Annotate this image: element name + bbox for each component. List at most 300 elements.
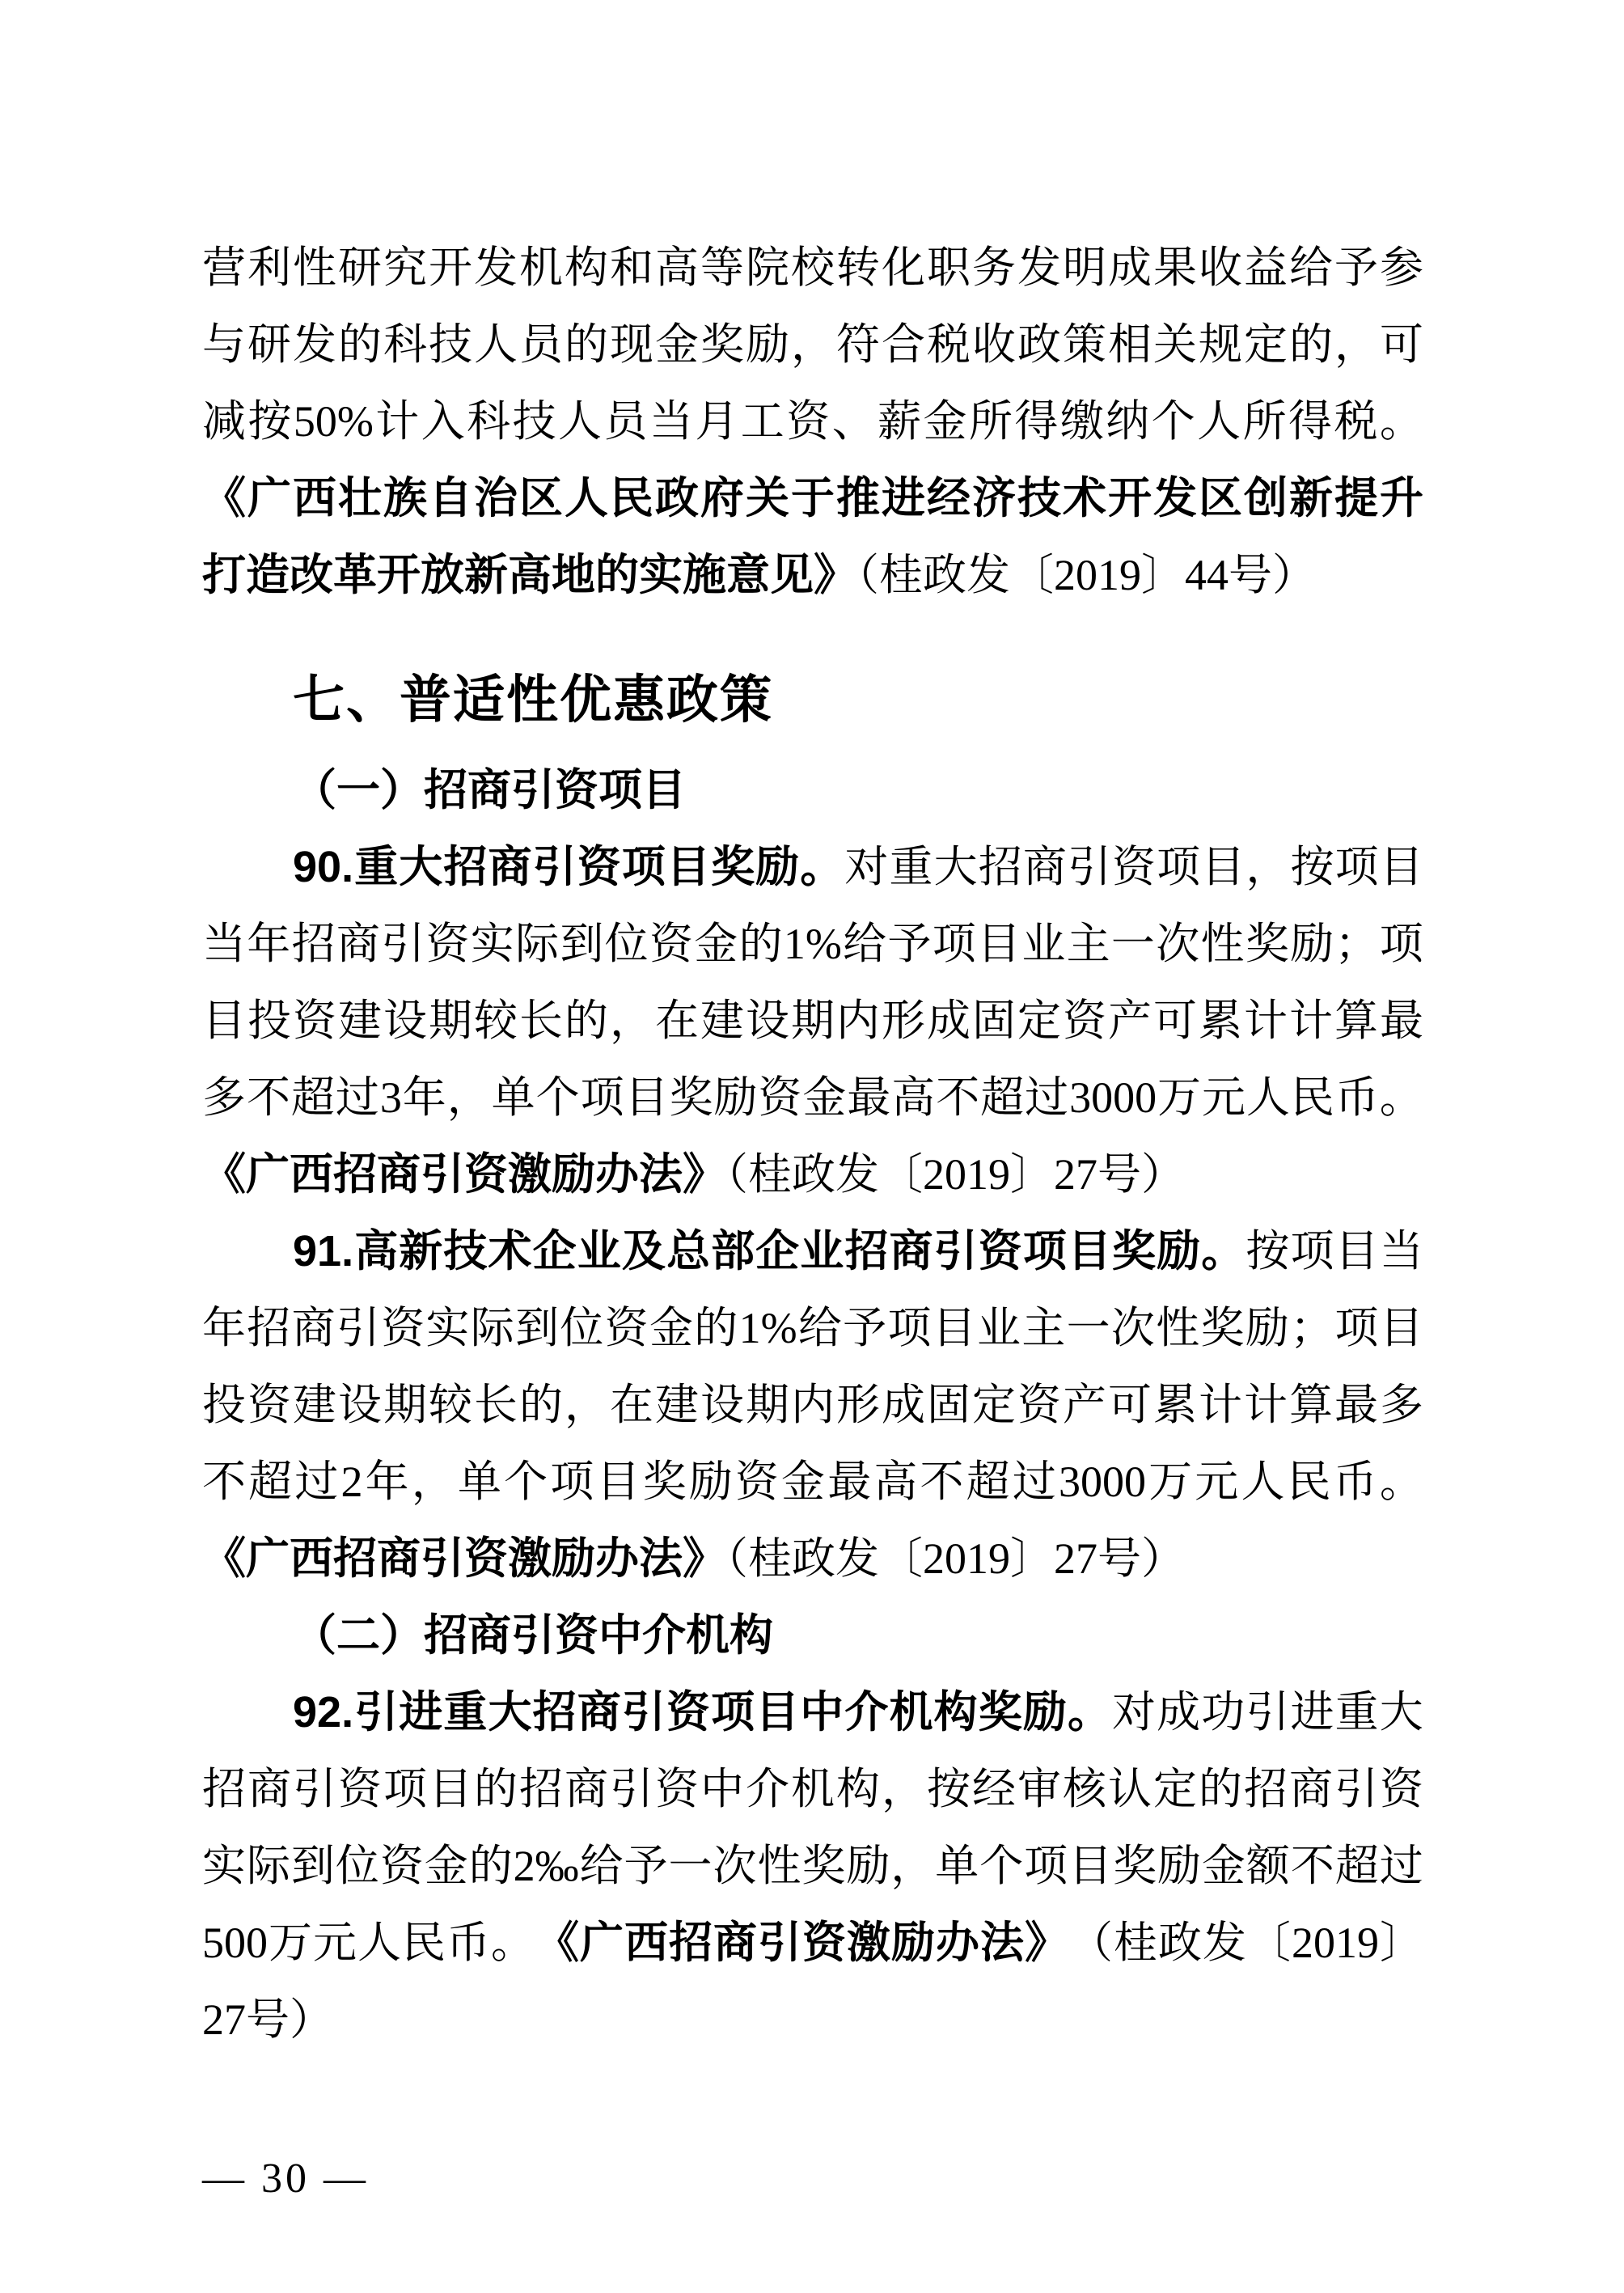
text-token: 大: [488, 1688, 532, 1737]
text-token: 给: [579, 1842, 624, 1890]
text-token: 实: [202, 1842, 246, 1890]
text-token: 商: [1289, 1765, 1333, 1813]
text-token: 商: [713, 1919, 757, 1967]
text-token: 一: [1110, 920, 1155, 968]
text-token: 一: [1066, 1304, 1110, 1352]
text-token: 西: [293, 474, 336, 522]
text-token: 项: [711, 1688, 755, 1737]
text-token: 引: [933, 1227, 978, 1276]
text-token: 定: [972, 1381, 1016, 1429]
text-token: 超: [966, 1457, 1010, 1506]
text-token: 成: [927, 996, 971, 1045]
text-token: 创: [1244, 474, 1288, 522]
text-token: 和: [610, 243, 653, 292]
text-token: 3000: [1069, 1073, 1157, 1122]
text-token: 奖: [1200, 1304, 1245, 1352]
text-token: 形: [882, 996, 925, 1045]
text-token: 人: [1197, 397, 1241, 446]
text-token: 金: [694, 920, 738, 968]
text-token: 建: [655, 1381, 699, 1429]
text-token: 长: [474, 1381, 518, 1429]
text-token: 转: [836, 243, 880, 292]
text-token: 技: [443, 1227, 488, 1276]
text-token: 相: [1108, 320, 1152, 369]
text-token: 中: [700, 1765, 744, 1813]
text-token: 目: [1379, 843, 1423, 891]
paragraph-lead: [293, 1684, 1423, 1741]
text-token: 对: [844, 843, 889, 891]
text-token: 资: [247, 1381, 291, 1429]
text-token: 发: [1017, 243, 1061, 292]
text-token: 技: [512, 397, 556, 446]
text-token: 励: [891, 1919, 935, 1967]
body-line: [202, 992, 1423, 1049]
text-token: 1%: [783, 920, 842, 968]
text-token: 到: [515, 1304, 560, 1352]
text-token: 产: [1063, 1381, 1106, 1429]
text-token: 招: [519, 1765, 563, 1813]
text-token: 2019: [1292, 1919, 1379, 1967]
text-token: 广: [247, 474, 291, 522]
text-token: 。: [1067, 1688, 1111, 1737]
text-token: 主: [1066, 920, 1110, 968]
text-token: 资: [338, 1765, 382, 1813]
text-token: 营: [202, 243, 246, 292]
text-token: ；: [1334, 920, 1379, 968]
text-token: 商: [336, 920, 380, 968]
text-token: 目: [1379, 1304, 1423, 1352]
text-token: 自: [429, 474, 472, 522]
text-token: 税: [1334, 397, 1378, 446]
text-token: 审: [1017, 1765, 1061, 1813]
text-token: 位: [335, 1842, 379, 1890]
text-token: 超: [248, 1457, 293, 1506]
text-token: 项: [932, 920, 976, 968]
text-token: 引: [1245, 1688, 1290, 1737]
text-token: 定: [1244, 320, 1288, 369]
text-token: 项: [1290, 1227, 1334, 1276]
text-token: 项: [1022, 1227, 1067, 1276]
text-token: 给: [1289, 243, 1333, 292]
text-token: 商: [1022, 843, 1067, 891]
text-segment: （一）招商引资项目: [293, 766, 686, 814]
body-line: [202, 1300, 1423, 1356]
text-token: 纳: [1106, 397, 1150, 446]
text-token: 引: [621, 1688, 666, 1737]
text-token: 个: [535, 1073, 580, 1122]
text-token: 多: [202, 1073, 246, 1122]
text-token: 2: [340, 1457, 363, 1506]
text-token: 〔: [1247, 1919, 1291, 1967]
text-token: 引: [354, 1688, 399, 1737]
text-token: 大: [933, 843, 978, 891]
text-token: 年: [202, 1304, 246, 1352]
text-token: 收: [972, 320, 1016, 369]
text-token: 及: [621, 1227, 666, 1276]
body-line: [202, 393, 1423, 450]
text-token: 成: [882, 1381, 925, 1429]
text-token: 的: [474, 1765, 518, 1813]
text-token: 资: [577, 843, 621, 891]
text-token: 新: [1289, 474, 1333, 522]
text-token: 实: [470, 920, 514, 968]
text-token: 累: [1199, 996, 1242, 1045]
text-token: 币: [1333, 1457, 1377, 1506]
text-token: 资: [381, 1304, 425, 1352]
text-token: 引: [336, 1304, 380, 1352]
text-token: 万: [1148, 1457, 1193, 1506]
text-token: 金: [781, 1457, 826, 1506]
text-token: 合: [882, 320, 925, 369]
text-token: 500: [202, 1919, 268, 1967]
text-token: 利: [247, 243, 291, 292]
text-token: 次: [1110, 1304, 1155, 1352]
text-token: 科: [467, 397, 511, 446]
text-token: 招: [532, 1688, 577, 1737]
text-token: 过: [1379, 1842, 1423, 1890]
text-token: 引: [1067, 843, 1111, 891]
citation-line: [202, 547, 1423, 603]
text-token: 不: [246, 1073, 290, 1122]
text-token: 果: [1153, 243, 1197, 292]
text-token: 构: [933, 1688, 978, 1737]
text-token: 经: [972, 1765, 1016, 1813]
text-token: 广: [580, 1919, 624, 1967]
text-segment: （桂政发〔2019〕27号）: [726, 1534, 1185, 1583]
text-token: 年: [402, 1073, 446, 1122]
text-token: 予: [624, 1842, 668, 1890]
text-token: 企: [755, 1227, 800, 1276]
text-token: 3000: [1058, 1457, 1146, 1506]
text-token: 励: [688, 1457, 733, 1506]
text-segment: 《广西招商引资激励办法》: [202, 1150, 726, 1199]
text-segment: （桂政发〔2019〕44号）: [857, 551, 1316, 599]
sub-heading: [293, 1607, 1423, 1664]
text-token: 算: [1289, 1381, 1333, 1429]
text-token: 当: [202, 920, 246, 968]
body-line: [202, 1761, 1423, 1817]
text-token: ，: [882, 1765, 925, 1813]
text-token: 术: [1063, 474, 1106, 522]
text-token: 定: [1017, 996, 1061, 1045]
text-token: 单: [935, 1842, 979, 1890]
text-token: 建: [338, 996, 382, 1045]
text-token: 金: [424, 1842, 468, 1890]
text-token: 推: [836, 474, 880, 522]
text-token: 项: [887, 1304, 932, 1352]
text-token: ，: [446, 1073, 491, 1122]
text-token: 招: [844, 1227, 889, 1276]
text-token: 现: [610, 320, 653, 369]
text-token: 的: [468, 1842, 513, 1890]
text-token: 高: [891, 1073, 936, 1122]
text-token: 资: [379, 1842, 424, 1890]
text-token: 性: [757, 1842, 801, 1890]
text-token: 商: [488, 843, 532, 891]
text-token: 关: [746, 474, 789, 522]
text-segment: 《广西招商引资激励办法》: [202, 1534, 726, 1583]
body-line: [202, 1838, 1423, 1894]
text-token: 〕: [1380, 1919, 1423, 1967]
text-token: 定: [1153, 1765, 1197, 1813]
text-token: 介: [746, 1765, 789, 1813]
text-token: 益: [1244, 243, 1288, 292]
text-token: 高: [655, 243, 699, 292]
text-token: 科: [383, 320, 427, 369]
text-token: 重: [443, 1688, 488, 1737]
paragraph-lead: [293, 839, 1423, 895]
text-token: 术: [488, 1227, 532, 1276]
text-token: 业: [977, 1304, 1021, 1352]
text-token: 个: [504, 1457, 548, 1506]
text-token: 励: [746, 320, 789, 369]
text-token: 资: [1017, 1381, 1061, 1429]
body-line: [202, 916, 1423, 972]
citation-line: [202, 470, 1423, 527]
text-token: 设: [700, 1381, 744, 1429]
text-token: 政: [1158, 1919, 1202, 1967]
text-token: 实: [425, 1304, 470, 1352]
text-token: 超: [1334, 1842, 1379, 1890]
text-token: 超: [980, 1073, 1025, 1122]
text-token: 资: [604, 1304, 649, 1352]
text-token: 目: [755, 1688, 800, 1737]
text-token: 励: [713, 1073, 758, 1122]
text-token: 性: [1200, 920, 1245, 968]
text-token: 商: [577, 1688, 621, 1737]
text-token: 主: [1021, 1304, 1066, 1352]
text-token: 性: [1156, 1304, 1200, 1352]
text-token: 励: [1290, 920, 1334, 968]
text-token: 进: [882, 474, 925, 522]
text-token: 建: [293, 1381, 336, 1429]
text-token: 单: [491, 1073, 535, 1122]
text-token: 济: [972, 474, 1016, 522]
text-token: 次: [1156, 920, 1200, 968]
text-token: 计: [1289, 996, 1333, 1045]
text-token: 业: [577, 1227, 621, 1276]
text-token: 元: [1201, 1073, 1245, 1122]
text-token: 按: [927, 1765, 971, 1813]
text-token: 区: [519, 474, 563, 522]
text-token: 对: [1112, 1688, 1157, 1737]
text-token: 元: [313, 1919, 357, 1967]
text-token: 招: [978, 843, 1022, 891]
text-token: 内: [836, 996, 880, 1045]
text-token: 的: [565, 320, 608, 369]
text-token: 予: [1334, 243, 1378, 292]
text-token: 功: [1201, 1688, 1245, 1737]
text-token: 万: [1157, 1073, 1202, 1122]
text-token: 策: [1063, 320, 1106, 369]
text-token: 《: [535, 1919, 579, 1967]
text-token: 励: [1157, 1842, 1202, 1890]
text-token: 成: [1157, 1688, 1201, 1737]
text-token: 新: [399, 1227, 443, 1276]
text-token: 金: [655, 320, 699, 369]
text-token: 单: [457, 1457, 501, 1506]
text-token: 资: [425, 920, 470, 968]
text-token: 内: [791, 1381, 835, 1429]
text-token: 的: [565, 996, 608, 1045]
text-token: 引: [293, 1765, 336, 1813]
body-line: [202, 316, 1423, 373]
text-token: 引: [610, 1765, 653, 1813]
text-token: 奖: [700, 320, 744, 369]
text-token: 政: [655, 474, 699, 522]
text-token: 际: [470, 1304, 514, 1352]
text-token: 符: [836, 320, 880, 369]
text-token: 可: [1153, 996, 1197, 1045]
text-token: 、: [831, 397, 876, 446]
text-token: 民: [1290, 1073, 1334, 1122]
text-token: 法: [980, 1919, 1024, 1967]
text-token: 不: [920, 1457, 964, 1506]
text-token: 过: [1025, 1073, 1069, 1122]
text-token: ，: [890, 1842, 935, 1890]
text-token: 金: [923, 397, 967, 446]
body-line: [202, 1991, 1423, 2048]
text-token: 机: [519, 243, 563, 292]
text-token: 资: [293, 996, 336, 1045]
text-token: 招: [669, 1919, 713, 1967]
text-token: 期: [746, 1381, 789, 1429]
text-token: 大: [399, 843, 443, 891]
text-token: 年: [365, 1457, 409, 1506]
text-token: 部: [711, 1227, 755, 1276]
text-token: 关: [1153, 320, 1197, 369]
text-token: 较: [474, 996, 518, 1045]
text-token: 项: [1334, 843, 1379, 891]
text-token: 升: [1380, 474, 1423, 522]
text-token: 得: [1288, 397, 1333, 446]
text-token: 际: [515, 920, 560, 968]
text-token: 资: [666, 1688, 710, 1737]
text-token: 校: [791, 243, 835, 292]
text-token: 币: [446, 1919, 490, 1967]
body-line: [202, 1377, 1423, 1433]
text-token: 引: [1334, 1765, 1378, 1813]
text-token: 所: [1242, 397, 1287, 446]
text-token: 到: [560, 920, 604, 968]
text-token: 励: [755, 843, 800, 891]
text-token: 规: [1199, 320, 1242, 369]
text-token: 开: [429, 243, 472, 292]
text-token: 。: [1379, 1073, 1423, 1122]
text-token: 办: [936, 1919, 979, 1967]
text-token: 不: [936, 1073, 980, 1122]
text-token: 介: [844, 1688, 889, 1737]
paragraph-lead: [293, 1223, 1423, 1280]
text-token: 资: [978, 1227, 1022, 1276]
text-token: 建: [700, 996, 744, 1045]
text-token: 算: [1334, 996, 1378, 1045]
text-token: ，: [411, 1457, 455, 1506]
text-token: 区: [1199, 474, 1242, 522]
text-token: 固: [927, 1381, 971, 1429]
text-token: 给: [843, 920, 887, 968]
text-token: 明: [1063, 243, 1106, 292]
text-token: 技: [1017, 474, 1061, 522]
text-token: 励: [1022, 1688, 1067, 1737]
text-token: 化: [882, 243, 925, 292]
text-token: 于: [791, 474, 835, 522]
text-token: 经: [927, 474, 971, 522]
text-token: 民: [402, 1919, 446, 1967]
text-token: 年: [247, 920, 291, 968]
sub-heading: [293, 762, 1423, 819]
text-token: 府: [700, 474, 744, 522]
text-token: 奖: [669, 1073, 713, 1122]
text-token: 金: [802, 1073, 847, 1122]
text-token: 资: [786, 397, 831, 446]
text-token: ，: [791, 320, 835, 369]
text-token: 一: [668, 1842, 713, 1890]
section-heading: [293, 666, 1423, 734]
body-line: [202, 1914, 1423, 1971]
text-token: ，: [1334, 320, 1378, 369]
text-token: 设: [746, 996, 789, 1045]
text-token: 多: [1380, 1381, 1423, 1429]
text-token: 的: [738, 920, 783, 968]
text-token: 奖: [642, 1457, 687, 1506]
text-token: 得: [1014, 397, 1059, 446]
text-token: 人: [474, 320, 518, 369]
text-token: 发: [1153, 474, 1197, 522]
text-token: 个: [1151, 397, 1195, 446]
text-token: 超: [290, 1073, 335, 1122]
text-token: 当: [649, 397, 693, 446]
text-token: 设: [338, 1381, 382, 1429]
text-token: 重: [889, 843, 933, 891]
text-token: 可: [1108, 1381, 1152, 1429]
text-token: 期: [791, 996, 835, 1045]
text-token: 励: [846, 1842, 890, 1890]
text-token: 目: [1201, 843, 1245, 891]
text-token: 总: [666, 1227, 710, 1276]
text-token: 最: [827, 1457, 872, 1506]
text-token: 发: [474, 243, 518, 292]
body-line: [202, 1069, 1423, 1126]
text-token: 励: [1157, 1227, 1201, 1276]
text-token: 资: [1380, 1765, 1423, 1813]
body-line: [202, 239, 1423, 296]
text-token: 收: [1199, 243, 1242, 292]
text-token: 项: [580, 1073, 624, 1122]
text-token: 月: [695, 397, 739, 446]
text-token: 研: [338, 243, 382, 292]
text-token: 高: [354, 1227, 399, 1276]
text-token: 目: [624, 1073, 669, 1122]
text-token: 目: [429, 1765, 472, 1813]
text-token: 民: [1287, 1457, 1331, 1506]
text-token: 项: [550, 1457, 594, 1506]
text-token: 族: [383, 474, 427, 522]
text-token: 究: [383, 243, 427, 292]
text-token: 3: [379, 1073, 402, 1122]
text-token: 治: [474, 474, 518, 522]
text-token: 技: [429, 320, 472, 369]
text-token: 壮: [338, 474, 382, 522]
text-token: 核: [1063, 1765, 1106, 1813]
text-token: 激: [847, 1919, 890, 1967]
text-segment: （桂政发〔2019〕27号）: [726, 1150, 1185, 1199]
text-token: 91.: [293, 1227, 354, 1276]
text-segment: 打造改革开放新高地的实施意见》: [202, 551, 857, 599]
text-token: 万: [269, 1919, 312, 1967]
text-token: 员: [519, 320, 563, 369]
text-token: 资: [802, 1919, 846, 1967]
